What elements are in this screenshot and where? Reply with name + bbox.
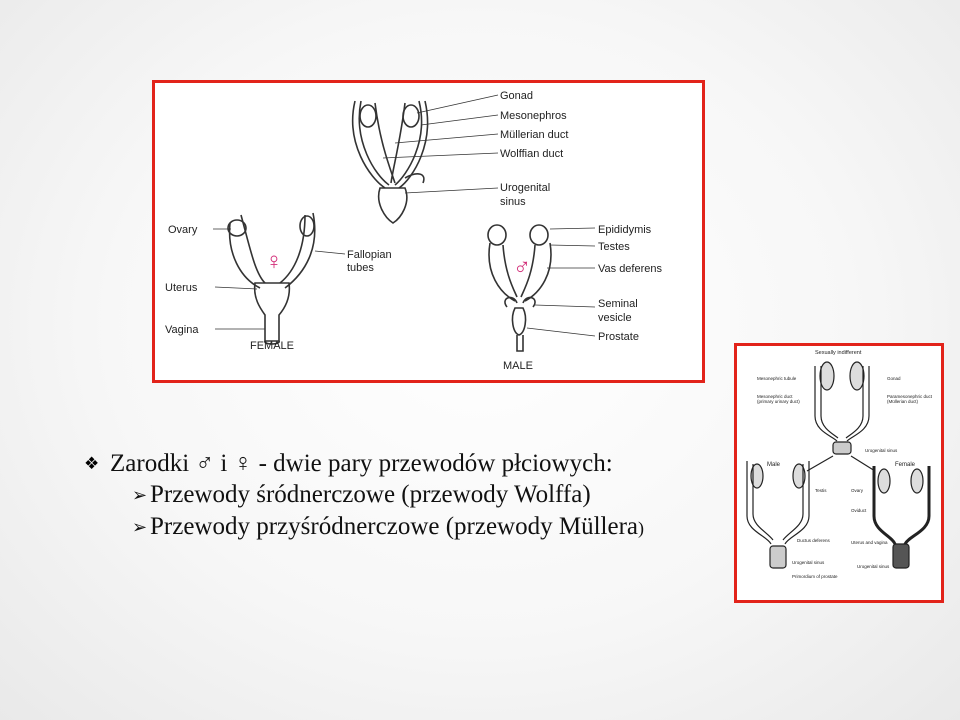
side-male: Male [767,462,781,468]
label-vesicle: vesicle [598,312,632,324]
label-fallopian: Fallopian [347,249,392,261]
label-uterus: Uterus [165,282,198,294]
side-uterus-vagina: Uterus and vagina [851,540,888,545]
male-symbol-icon: ♂ [195,450,215,477]
label-mesonephros: Mesonephros [500,110,567,122]
bullet-list [84,448,724,544]
female-symbol-icon: ♀ [265,248,283,275]
label-testes: Testes [598,241,630,253]
side-primary-urinary: (primary urinary duct) [757,399,800,404]
arrow-bullet-icon: ➢ [132,485,148,505]
label-seminal: Seminal [598,298,638,310]
side-ductus-deferens: Ductus deferens [797,538,830,543]
side-mullerian: (Müllerian duct) [887,399,919,404]
label-epididymis: Epididymis [598,224,652,236]
bullet-main-text-c: - dwie pary przewodów płciowych: [252,450,613,477]
embryology-figure-side [734,343,944,603]
label-urogenital: Urogenital [500,182,551,194]
label-vas-deferens: Vas deferens [598,263,663,275]
label-ovary: Ovary [168,224,198,236]
embryology-figure-main [152,80,705,383]
side-mesonephric-duct: Mesonephric duct [757,394,793,399]
side-mesonephric-tubule: Mesonephric tubule [757,376,797,381]
side-ug-sinus-female: Urogenital sinus [857,564,890,569]
arrow-bullet-icon: ➢ [132,517,148,537]
side-gonad: Gonad [887,376,901,381]
bullet-sub-2-text: Przewody przyśródnerczowe (przewody Müllera [150,513,639,540]
label-gonad: Gonad [500,90,534,102]
female-lower-drawing [874,466,929,568]
indifferent-stage-drawing [353,101,428,223]
male-symbol-icon: ♂ [513,254,531,281]
bullet-sub-2-paren: ) [638,518,645,538]
side-title: Sexually indifferent [815,350,862,356]
bullet-sub-1 [84,479,724,511]
diamond-bullet-icon: ❖ [84,454,100,473]
label-male: MALE [503,360,533,372]
label-prostate: Prostate [598,331,639,343]
side-female: Female [895,462,916,468]
label-mullerian-duct: Müllerian duct [500,129,569,141]
side-ovary: Ovary [851,488,864,493]
side-urogenital-sinus: Urogenital sinus [865,448,898,453]
male-drawing [488,225,551,351]
side-primordium: Primordium of prostate [792,574,838,579]
side-testis: Testis [815,488,827,493]
side-ug-sinus-male: Urogenital sinus [792,560,825,565]
bullet-main-text-b: i [214,450,234,477]
label-sinus: sinus [500,196,526,208]
male-lower-drawing [747,461,809,568]
indifferent-drawing [815,362,869,454]
female-symbol-icon: ♀ [233,450,253,477]
sexual-differentiation-diagram [737,346,941,600]
bullet-sub-1-text: Przewody śródnerczowe (przewody Wolffa) [150,481,591,508]
reproductive-ducts-diagram [155,83,702,380]
side-oviduct: Oviduct [851,508,867,513]
label-tubes: tubes [347,262,374,274]
label-wolffian-duct: Wolffian duct [500,148,564,160]
side-paramesonephric: Paramesonephric duct [887,394,933,399]
label-vagina: Vagina [165,324,199,336]
arrow-to-male [807,456,833,471]
label-female: FEMALE [250,340,295,352]
arrow-to-female [851,456,875,471]
female-drawing [228,213,315,344]
bullet-sub-2 [84,511,724,544]
bullet-main-text-a: Zarodki [110,450,196,477]
bullet-main [84,448,724,479]
